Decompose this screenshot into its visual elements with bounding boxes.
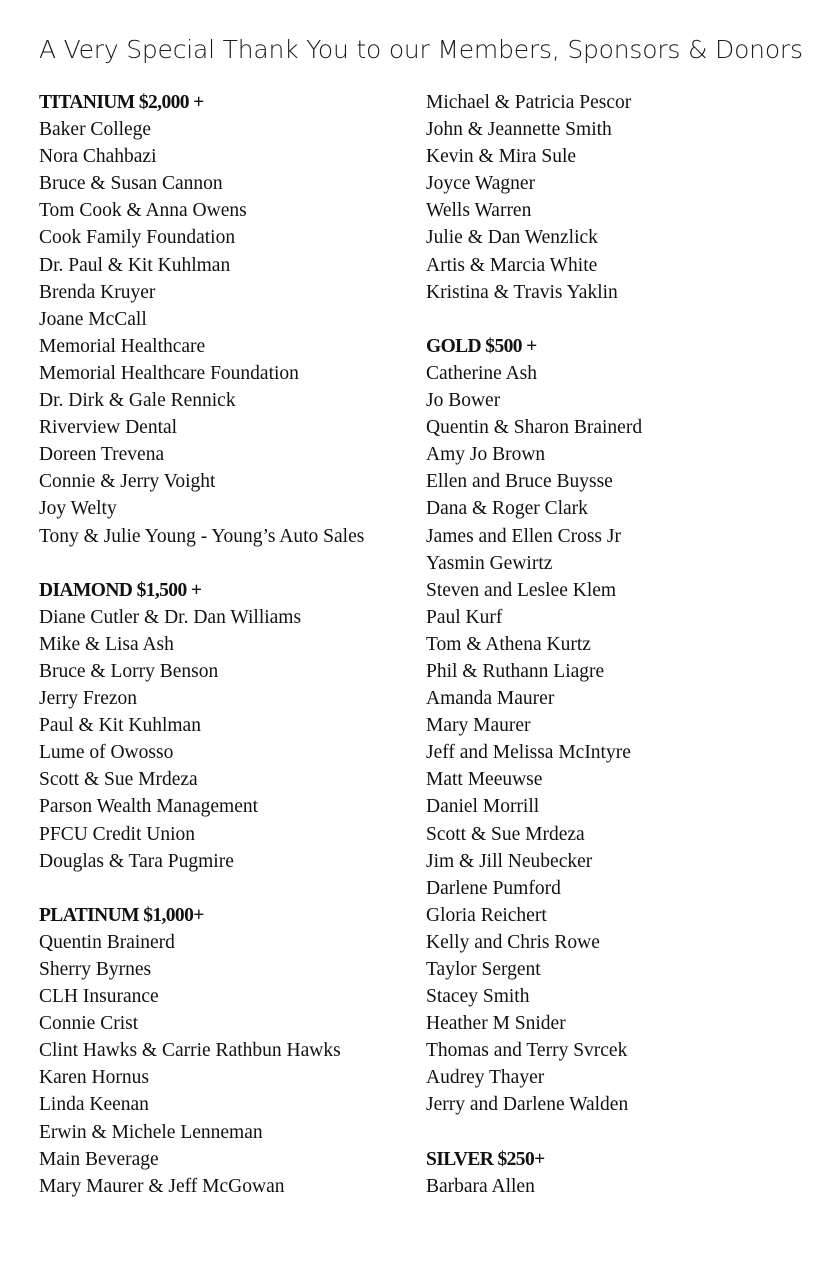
donor-name: Barbara Allen — [426, 1175, 535, 1197]
donor-name: Clint Hawks & Carrie Rathbun Hawks — [39, 1040, 341, 1062]
donor-tier-section — [39, 902, 419, 1200]
donor-name: Joy Welty — [39, 498, 117, 520]
section-spacer — [426, 306, 816, 333]
donor-tier-section — [426, 1146, 816, 1200]
donor-name: PFCU Credit Union — [39, 823, 196, 845]
page-title: A Very Special Thank You to our Members, Sponsors & Donors — [39, 35, 803, 64]
donor-name: Diane Cutler & Dr. Dan Williams — [39, 606, 302, 628]
donor-tier-section — [426, 89, 816, 306]
donor-name: Riverview Dental — [39, 417, 178, 439]
donor-name: Catherine Ash — [426, 362, 538, 384]
donor-tier-section — [39, 577, 419, 875]
donor-name: Ellen and Bruce Buysse — [426, 471, 613, 493]
donor-name: Mike & Lisa Ash — [39, 633, 174, 655]
donor-name: James and Ellen Cross Jr — [426, 525, 621, 547]
donor-name: Tom Cook & Anna Owens — [39, 200, 247, 222]
donor-name: Amy Jo Brown — [426, 444, 546, 466]
donor-column-left — [39, 89, 419, 1200]
donor-name: Tom & Athena Kurtz — [426, 633, 591, 655]
donor-name: Dr. Dirk & Gale Rennick — [39, 390, 236, 412]
donor-name: Doreen Trevena — [39, 444, 165, 466]
donor-tier-section — [426, 333, 816, 1119]
donor-name: Bruce & Susan Cannon — [39, 173, 223, 195]
donor-name: Erwin & Michele Lenneman — [39, 1121, 263, 1143]
donor-name: Jerry and Darlene Walden — [426, 1094, 629, 1116]
donor-name: Kevin & Mira Sule — [426, 146, 577, 168]
donor-name: Yasmin Gewirtz — [426, 552, 553, 574]
donor-name: Gloria Reichert — [426, 904, 547, 926]
donor-name: Jim & Jill Neubecker — [426, 850, 593, 872]
donor-name: Scott & Sue Mrdeza — [39, 769, 198, 791]
donor-name: Brenda Kruyer — [39, 281, 156, 303]
donor-name: Connie Crist — [39, 1013, 139, 1035]
donor-name: Stacey Smith — [426, 986, 530, 1008]
tier-heading: GOLD $500 + — [426, 335, 537, 357]
donor-name: Mary Maurer & Jeff McGowan — [39, 1175, 285, 1197]
donor-name: Cook Family Foundation — [39, 227, 236, 249]
donor-name: Michael & Patricia Pescor — [426, 92, 632, 113]
donor-name: Wells Warren — [426, 200, 532, 222]
donor-name: Douglas & Tara Pugmire — [39, 850, 234, 872]
donor-name: John & Jeannette Smith — [426, 119, 612, 141]
section-spacer — [39, 550, 419, 577]
donor-name: Daniel Morrill — [426, 796, 540, 818]
donor-name: Parson Wealth Management — [39, 796, 259, 818]
section-spacer — [426, 1119, 816, 1146]
donor-name: Dr. Paul & Kit Kuhlman — [39, 254, 231, 276]
donor-name: Dana & Roger Clark — [426, 498, 588, 520]
donor-name: Memorial Healthcare — [39, 335, 206, 357]
donor-name: Tony & Julie Young - Young’s Auto Sales — [39, 525, 365, 547]
donor-name: Artis & Marcia White — [426, 254, 598, 276]
donor-name: Taylor Sergent — [426, 959, 541, 980]
donor-name: Quentin Brainerd — [39, 931, 175, 953]
section-spacer — [39, 875, 419, 902]
donor-column-right — [426, 89, 816, 1200]
donor-name: Karen Hornus — [39, 1067, 149, 1089]
donor-name: CLH Insurance — [39, 986, 159, 1008]
donor-name: Lume of Owosso — [39, 742, 174, 764]
donor-name: Nora Chahbazi — [39, 146, 157, 168]
tier-heading: TITANIUM $2,000 + — [39, 92, 204, 113]
donor-name: Connie & Jerry Voight — [39, 471, 216, 493]
donor-name: Julie & Dan Wenzlick — [426, 227, 598, 249]
donor-tier-section — [39, 89, 419, 550]
donor-name: Mary Maurer — [426, 715, 531, 737]
donor-name: Quentin & Sharon Brainerd — [426, 417, 643, 439]
donor-name: Amanda Maurer — [426, 688, 555, 710]
donor-name: Main Beverage — [39, 1148, 159, 1170]
donor-name: Paul Kurf — [426, 606, 503, 628]
tier-heading: DIAMOND $1,500 + — [39, 579, 202, 601]
donor-name: Joane McCall — [39, 308, 147, 330]
donor-name: Linda Keenan — [39, 1094, 149, 1116]
donor-name: Kristina & Travis Yaklin — [426, 281, 618, 303]
donor-name: Matt Meeuwse — [426, 769, 543, 791]
donor-name: Audrey Thayer — [426, 1067, 545, 1089]
donor-name: Jerry Frezon — [39, 688, 138, 710]
donor-name: Phil & Ruthann Liagre — [426, 660, 605, 682]
tier-heading: SILVER $250+ — [426, 1148, 545, 1170]
donor-name: Jeff and Melissa McIntyre — [426, 742, 631, 764]
donor-name: Heather M Snider — [426, 1013, 566, 1035]
donor-name: Thomas and Terry Svrcek — [426, 1040, 628, 1062]
donor-name: Steven and Leslee Klem — [426, 579, 617, 601]
donor-name: Bruce & Lorry Benson — [39, 660, 219, 682]
tier-heading: PLATINUM $1,000+ — [39, 904, 204, 926]
donor-name: Paul & Kit Kuhlman — [39, 715, 201, 737]
donor-name: Darlene Pumford — [426, 877, 561, 899]
donor-name: Scott & Sue Mrdeza — [426, 823, 585, 845]
donor-name: Joyce Wagner — [426, 173, 536, 195]
donor-name: Jo Bower — [426, 390, 501, 412]
donor-name: Kelly and Chris Rowe — [426, 931, 600, 953]
donor-name: Memorial Healthcare Foundation — [39, 362, 299, 384]
donor-name: Baker College — [39, 119, 152, 141]
donor-name: Sherry Byrnes — [39, 959, 152, 980]
